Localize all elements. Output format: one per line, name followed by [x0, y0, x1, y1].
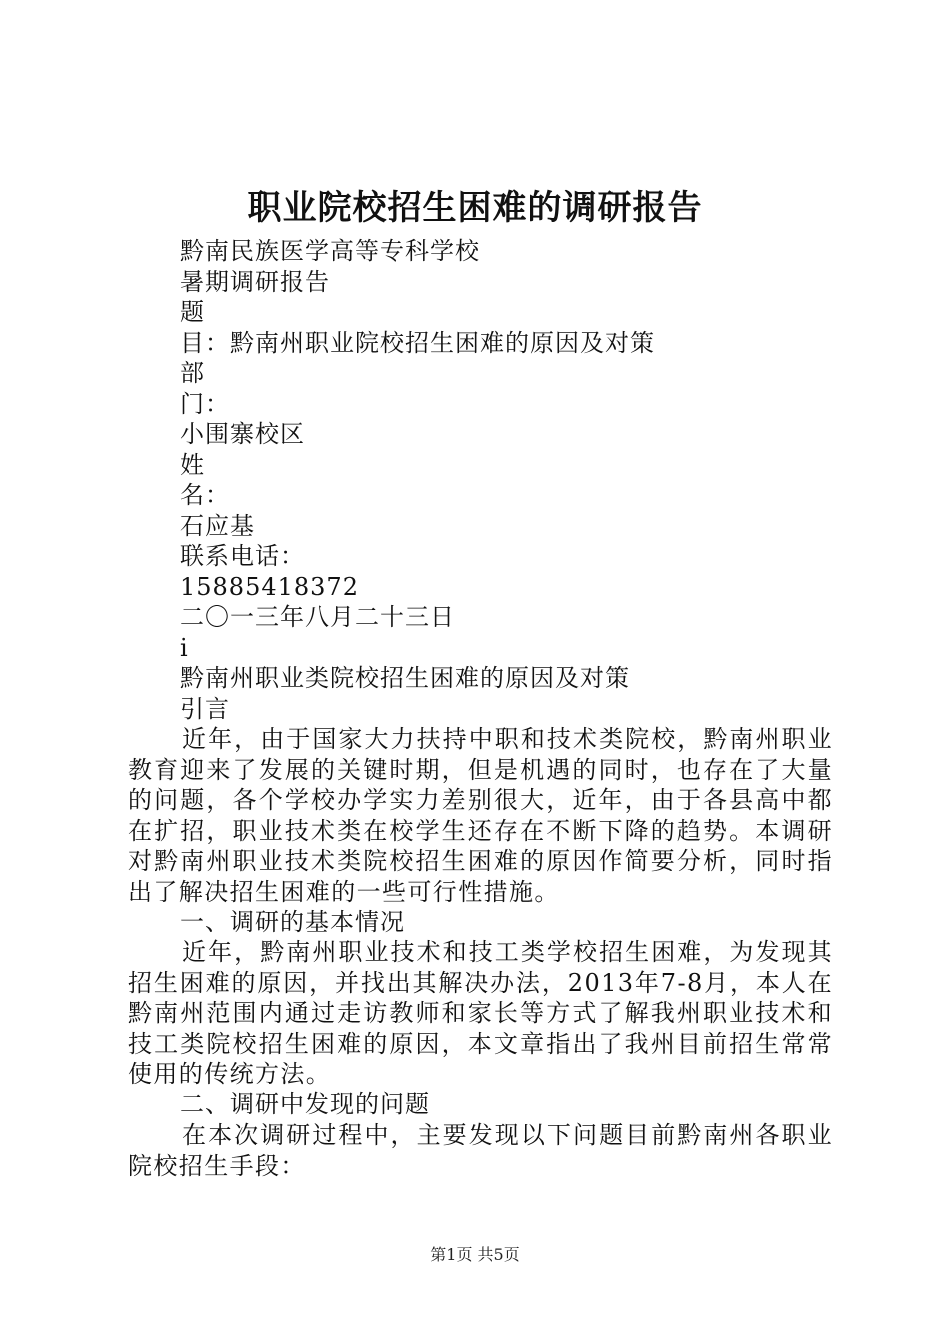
section-main-title: 黔南州职业类院校招生困难的原因及对策: [180, 664, 630, 692]
cover-line-department-label-2: 门：: [180, 389, 230, 418]
cover-info-block: [180, 236, 840, 724]
cover-line-school: 黔南民族医学高等专科学校: [180, 237, 480, 265]
cover-line-name-label-2: 名：: [180, 481, 230, 509]
page-footer: 第1页 共5页: [430, 1245, 520, 1264]
intro-paragraph: 近年，由于国家大力扶持中职和技术类院校，黔南州职业教育迎来了发展的关键时期，但是机遇的同时，也存在了大量的问题，各个学校办学实力差别很大，近年，由于各县高中都在扩招，职业技术类在校学生还存在不断下降的趋势。本调研对黔南州职业技术类院校招生困难的原因作简要分析，同时指出了解决招生困难的一些可行性措施。: [128, 725, 833, 906]
section1-heading: 一、调研的基本情况: [180, 908, 405, 936]
cover-line-phone-label: 联系电话：: [180, 542, 305, 570]
cover-line-date: 二〇一三年八月二十三日: [180, 603, 455, 631]
cover-line-topic: 目：黔南州职业院校招生困难的原因及对策: [180, 328, 655, 357]
cover-line-topic-label: 题: [180, 298, 205, 326]
cover-line-name-label: 姓: [180, 450, 205, 479]
cover-line-name: 石应基: [180, 511, 255, 540]
section2-heading: 二、调研中发现的问题: [180, 1090, 430, 1118]
section1-paragraph: 近年，黔南州职业技术和技工类学校招生困难，为发现其招生困难的原因，并找出其解决办法，2013年7-8月，本人在黔南州范围内通过走访教师和家长等方式了解我州职业技术和技工类院校招生困难的原因，本文章指出了我州目前招生常常使用的传统方法。: [128, 938, 833, 1088]
cover-line-phone: 15885418372: [180, 572, 359, 601]
cover-line-department-label: 部: [180, 359, 205, 387]
cover-line-roman-numeral: i: [180, 633, 189, 662]
document-title: 职业院校招生困难的调研报告: [247, 188, 703, 228]
intro-heading: 引言: [180, 694, 230, 723]
cover-line-report-type: 暑期调研报告: [180, 267, 330, 296]
cover-line-department: 小围寨校区: [180, 420, 305, 448]
section2-paragraph: 在本次调研过程中，主要发现以下问题目前黔南州各职业院校招生手段：: [128, 1121, 833, 1180]
